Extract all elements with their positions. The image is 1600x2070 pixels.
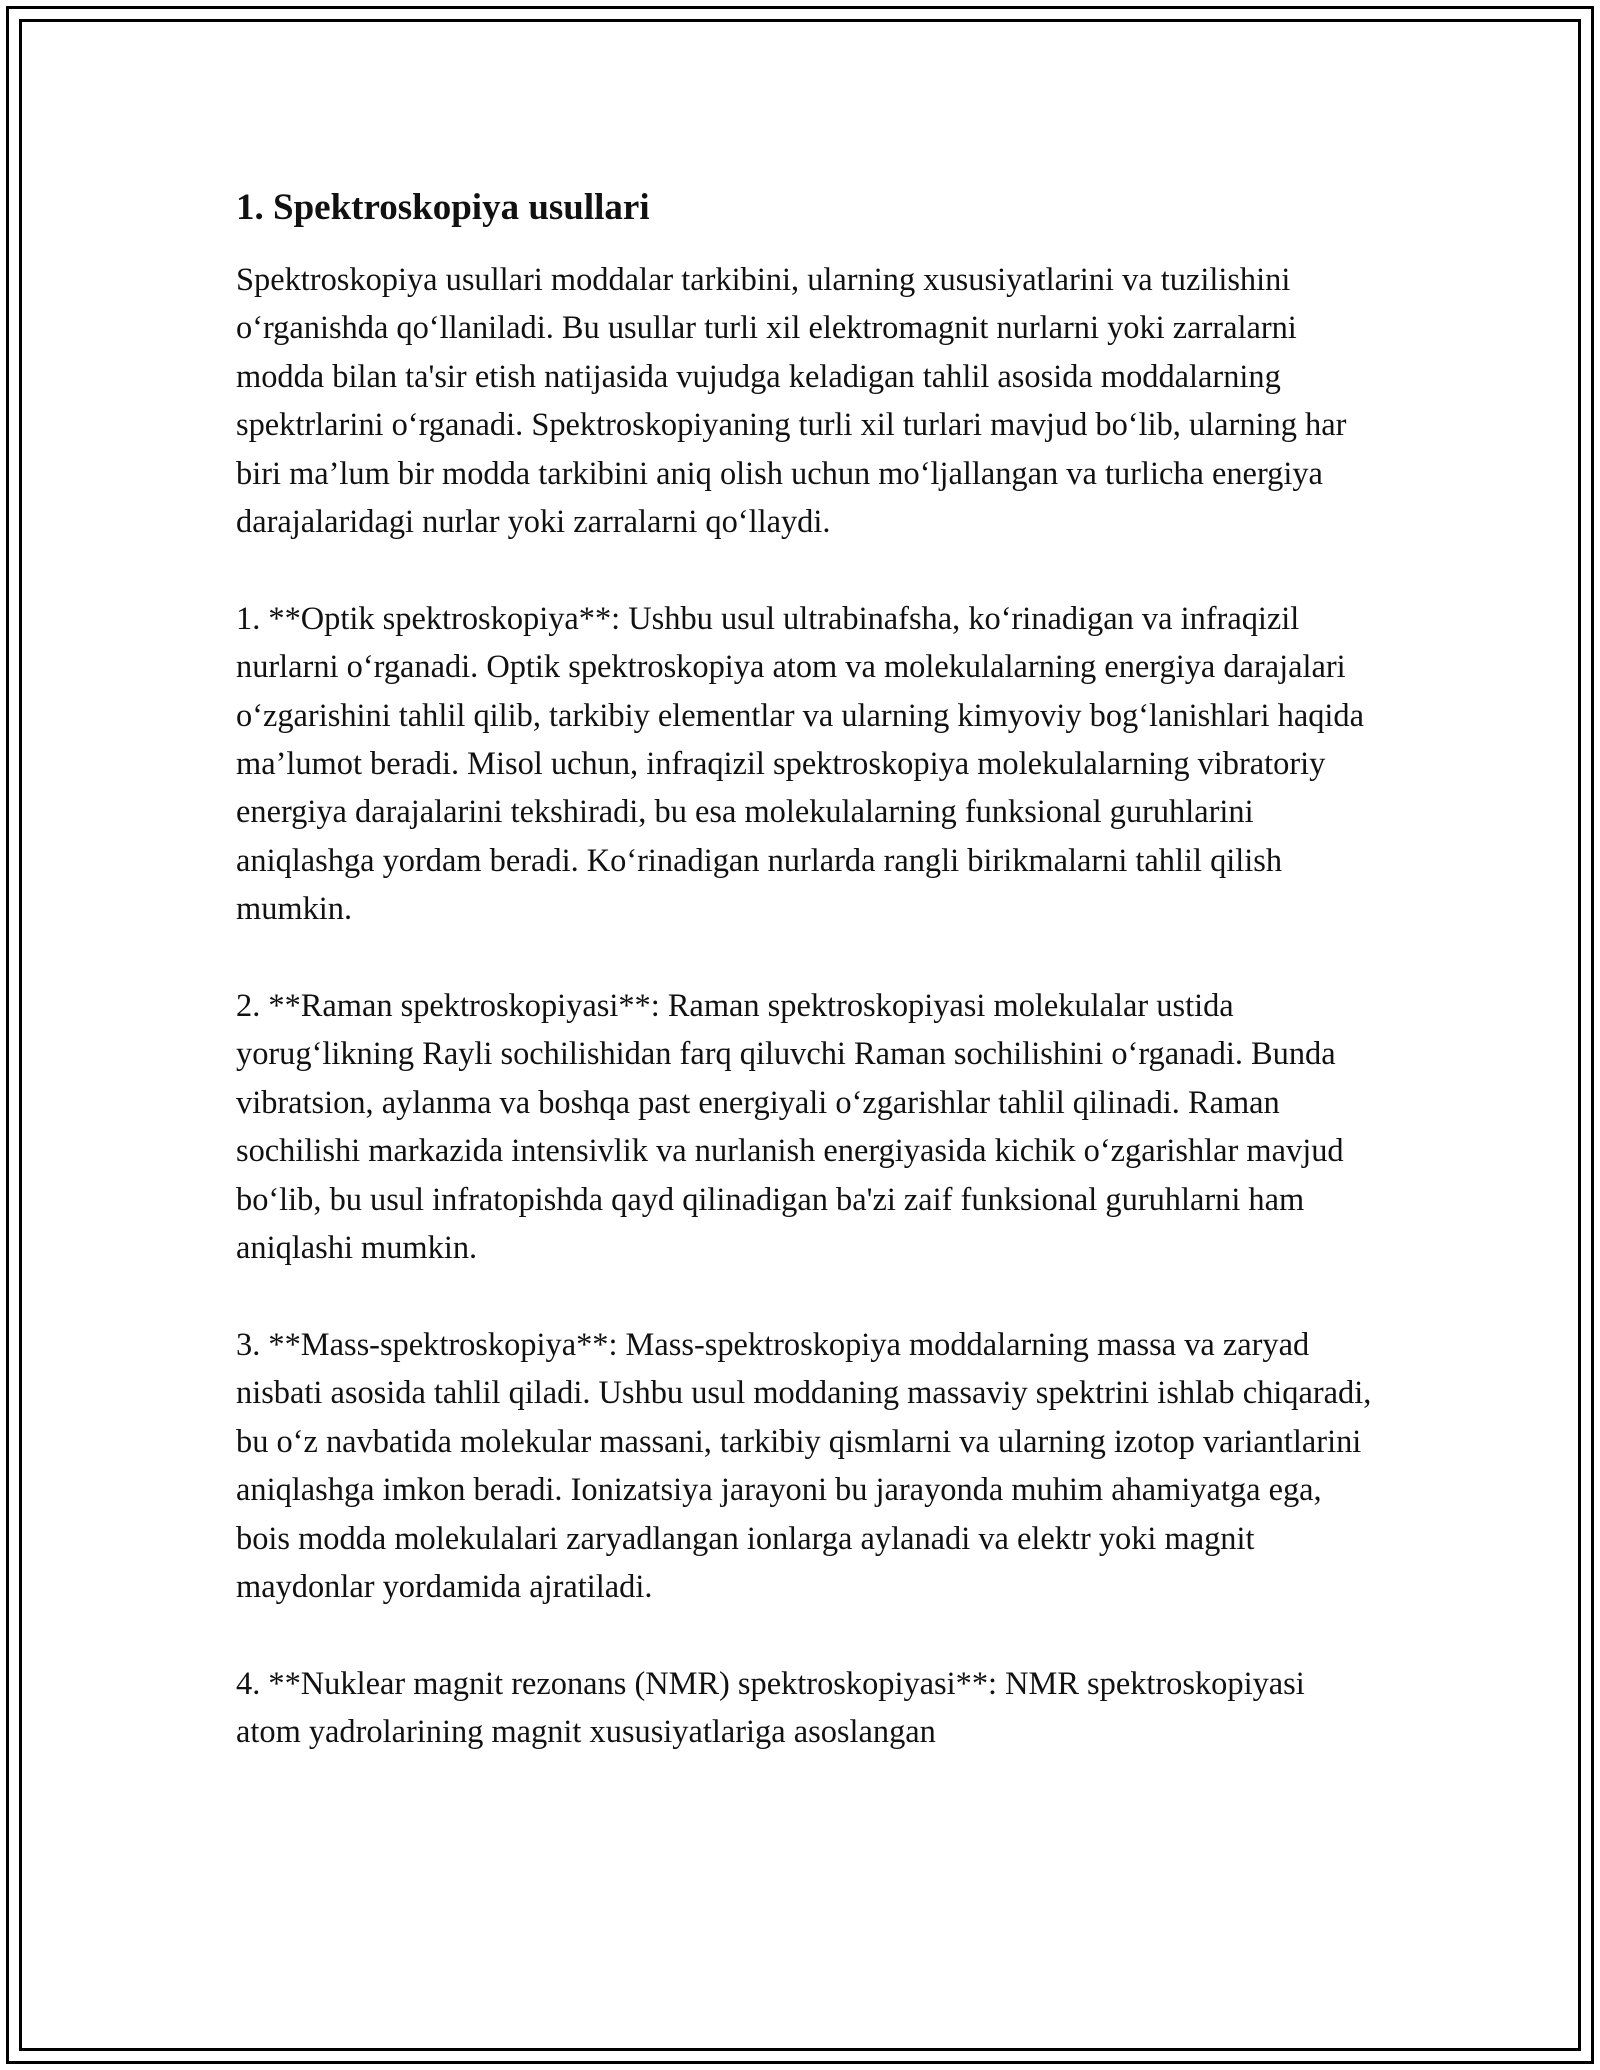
- nmr-spectroscopy-paragraph: 4. **Nuklear magnit rezonans (NMR) spektroskopiyasi**: NMR spektroskopiyasi atom yadrolarining magnit xususiyatlariga asoslangan: [236, 1665, 1305, 1751]
- document-body: [236, 186, 1376, 1805]
- mass-spectroscopy-paragraph: 3. **Mass-spektroskopiya**: Mass-spektroskopiya moddalarning massa va zaryad nisbati asosida tahlil qiladi. Ushbu usul moddaning massaviy spektrini ishlab chiqaradi, bu oʻz navbatida molekular massani, tarkibiy qismlarni va ularning izotop variantlarini aniqlashga imkon beradi. Ionizatsiya jarayoni bu jarayonda muhim ahamiyatga ega, bois modda molekulalari zaryadlangan ionlarga aylanadi va elektr yoki magnit maydonlar yordamida ajratiladi.: [236, 1326, 1372, 1605]
- section-heading: 1. Spektroskopiya usullari: [236, 187, 650, 228]
- raman-spectroscopy-paragraph: 2. **Raman spektroskopiyasi**: Raman spektroskopiyasi molekulalar ustida yorugʻlikning Rayli sochilishidan farq qiluvchi Raman sochilishini oʻrganadi. Bunda vibratsion, aylanma va boshqa past energiyali oʻzgarishlar tahlil qilinadi. Raman sochilishi markazida intensivlik va nurlanish energiyasida kichik oʻzgarishlar mavjud boʻlib, bu usul infratopishda qayd qilinadigan ba'zi zaif funksional guruhlarni ham aniqlashi mumkin.: [236, 988, 1344, 1267]
- intro-paragraph: Spektroskopiya usullari moddalar tarkibini, ularning xususiyatlarini va tuzilishini oʻrganishda qoʻllaniladi. Bu usullar turli xil elektromagnit nurlarni yoki zarralarni modda bilan ta'sir etish natijasida vujudga keladigan tahlil asosida moddalarning spektrlarini oʻrganadi. Spektroskopiyaning turli xil turlari mavjud boʻlib, ularning har biri ma’lum bir modda tarkibini aniq olish uchun moʻljallangan va turlicha energiya darajalaridagi nurlar yoki zarralarni qoʻllaydi.: [236, 262, 1347, 541]
- optical-spectroscopy-paragraph: 1. **Optik spektroskopiya**: Ushbu usul ultrabinafsha, koʻrinadigan va infraqizil nurlarni oʻrganadi. Optik spektroskopiya atom va molekulalarning energiya darajalari oʻzgarishini tahlil qilib, tarkibiy elementlar va ularning kimyoviy bogʻlanishlari haqida ma’lumot beradi. Misol uchun, infraqizil spektroskopiya molekulalarning vibratoriy energiya darajalarini tekshiradi, bu esa molekulalarning funksional guruhlarini aniqlashga yordam beradi. Koʻrinadigan nurlarda rangli birikmalarni tahlil qilish mumkin.: [236, 600, 1364, 928]
